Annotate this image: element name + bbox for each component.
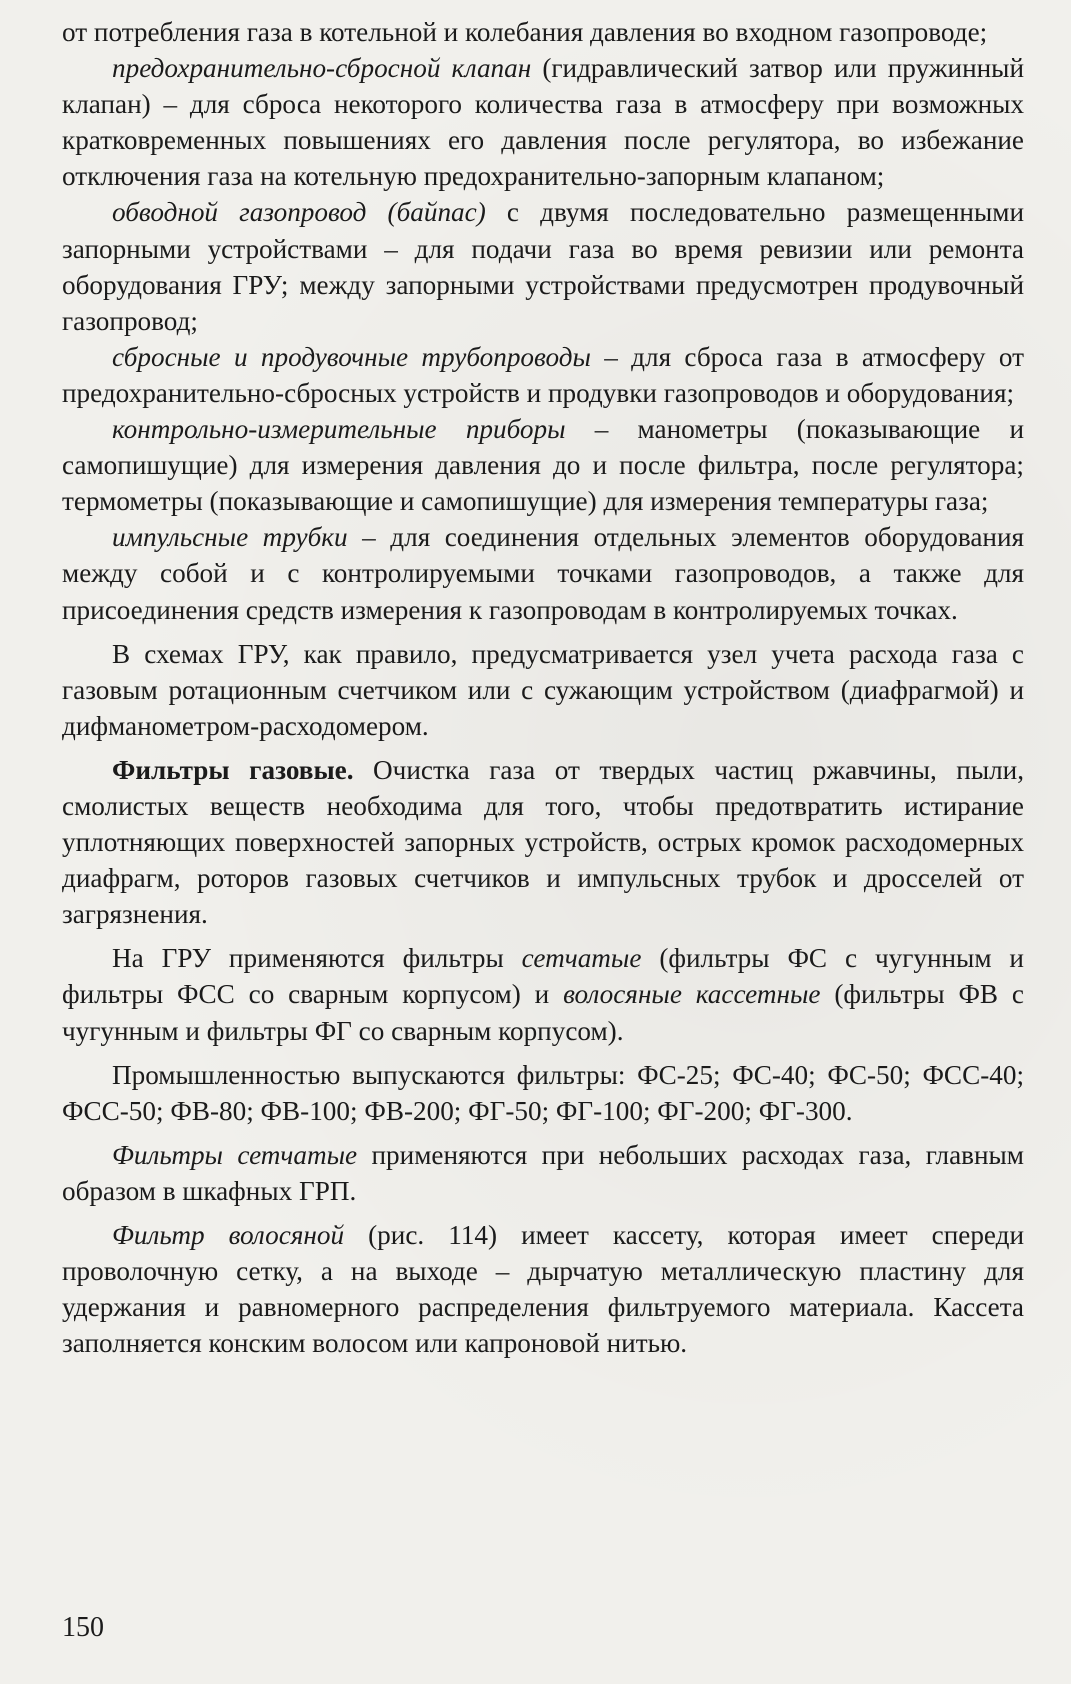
paragraph bbox=[62, 1217, 1024, 1361]
paragraph bbox=[62, 339, 1024, 411]
paragraph bbox=[62, 14, 1024, 50]
text-run: применяются при небольших расходах газа, главным образом в шкафных ГРП. bbox=[62, 1139, 1025, 1206]
italic-term: предохранительно-сбросной клапан bbox=[112, 53, 532, 84]
text-run: (фильтры ФС с чугунным и фильтры ФСС со сварным корпусом) и bbox=[62, 943, 1024, 1010]
paragraph bbox=[62, 940, 1024, 1048]
text-run: – манометры (показывающие и самопишущие) для измерения давления до и после фильтра, после регулятора; термометры (показывающие и самопишущие) для измерения температуры газа; bbox=[62, 414, 1024, 517]
body-text bbox=[62, 14, 1024, 1361]
paragraph bbox=[62, 636, 1024, 744]
text-run: На ГРУ применяются фильтры bbox=[112, 943, 522, 974]
text-run: – для сброса газа в атмосферу от предохранительно-сбросных устройств и продувки газопроводов и оборудования; bbox=[62, 341, 1024, 408]
paragraph bbox=[62, 1057, 1024, 1129]
bold-heading: Фильтры газовые. bbox=[112, 754, 354, 785]
paragraph bbox=[62, 752, 1024, 932]
text-run: (рис. 114) имеет кассету, которая имеет спереди проволочную сетку, а на выходе – дырчатую металлическую пластину для удержания и равномерного распределения фильтруемого материала. Кассета заполняется конским волосом или капроновой нитью. bbox=[62, 1220, 1025, 1359]
text-run: от потребления газа в котельной и колебания давления во входном газопроводе; bbox=[62, 17, 988, 47]
text-run: с двумя последовательно размещенными запорными устройствами – для подачи газа во время ревизии или ремонта оборудования ГРУ; между запорными устройствами предусмотрен продувочный газопровод; bbox=[62, 197, 1024, 336]
italic-term: контрольно-измерительные приборы bbox=[112, 414, 566, 445]
text-run: Очистка газа от твердых частиц ржавчины, пыли, смолистых веществ необходима для того, чтобы предотвратить истирание уплотняющих поверхностей запорных устройств, острых кромок расходомерных диафрагм, роторов газовых счетчиков и импульсных трубок и дросселей от загрязнения. bbox=[62, 754, 1024, 930]
text-run: В схемах ГРУ, как правило, предусматривается узел учета расхода газа с газовым ротационным счетчиком или с сужающим устройством (диафрагмой) и дифманометром-расходомером. bbox=[62, 638, 1024, 741]
paragraph bbox=[62, 50, 1024, 194]
paragraph bbox=[62, 411, 1024, 519]
italic-term: сбросные и продувочные трубопроводы bbox=[112, 341, 591, 372]
paragraph bbox=[62, 519, 1024, 627]
page-number: 150 bbox=[62, 1612, 104, 1643]
italic-term: сетчатые bbox=[521, 943, 642, 974]
text-run: (гидравлический затвор или пружинный клапан) – для сброса некоторого количества газа в атмосферу при возможных кратковременных повышениях его давления после регулятора, во избежание отключения газа на котельную предохранительно-запорным клапаном; bbox=[62, 53, 1024, 192]
italic-term: Фильтры сетчатые bbox=[112, 1139, 358, 1170]
italic-term: обводной газопровод (байпас) bbox=[112, 197, 486, 228]
paragraph bbox=[62, 194, 1024, 338]
italic-term: импульсные трубки bbox=[112, 522, 348, 553]
italic-term: волосяные кассетные bbox=[563, 979, 821, 1010]
paragraph bbox=[62, 1137, 1024, 1209]
text-run: (фильтры ФВ с чугунным и фильтры ФГ со сварным корпусом). bbox=[62, 979, 1024, 1046]
text-run: Промышленностью выпускаются фильтры: ФС-25; ФС-40; ФС-50; ФСС-40; ФСС-50; ФВ-80; ФВ-100; ФВ-200; ФГ-50; ФГ-100; ФГ-200; ФГ-300. bbox=[62, 1059, 1024, 1126]
text-run: – для соединения отдельных элементов оборудования между собой и с контролируемыми точками газопроводов, а также для присоединения средств измерения к газопроводам в контролируемых точках. bbox=[62, 522, 1024, 625]
italic-term: Фильтр волосяной bbox=[112, 1220, 345, 1250]
